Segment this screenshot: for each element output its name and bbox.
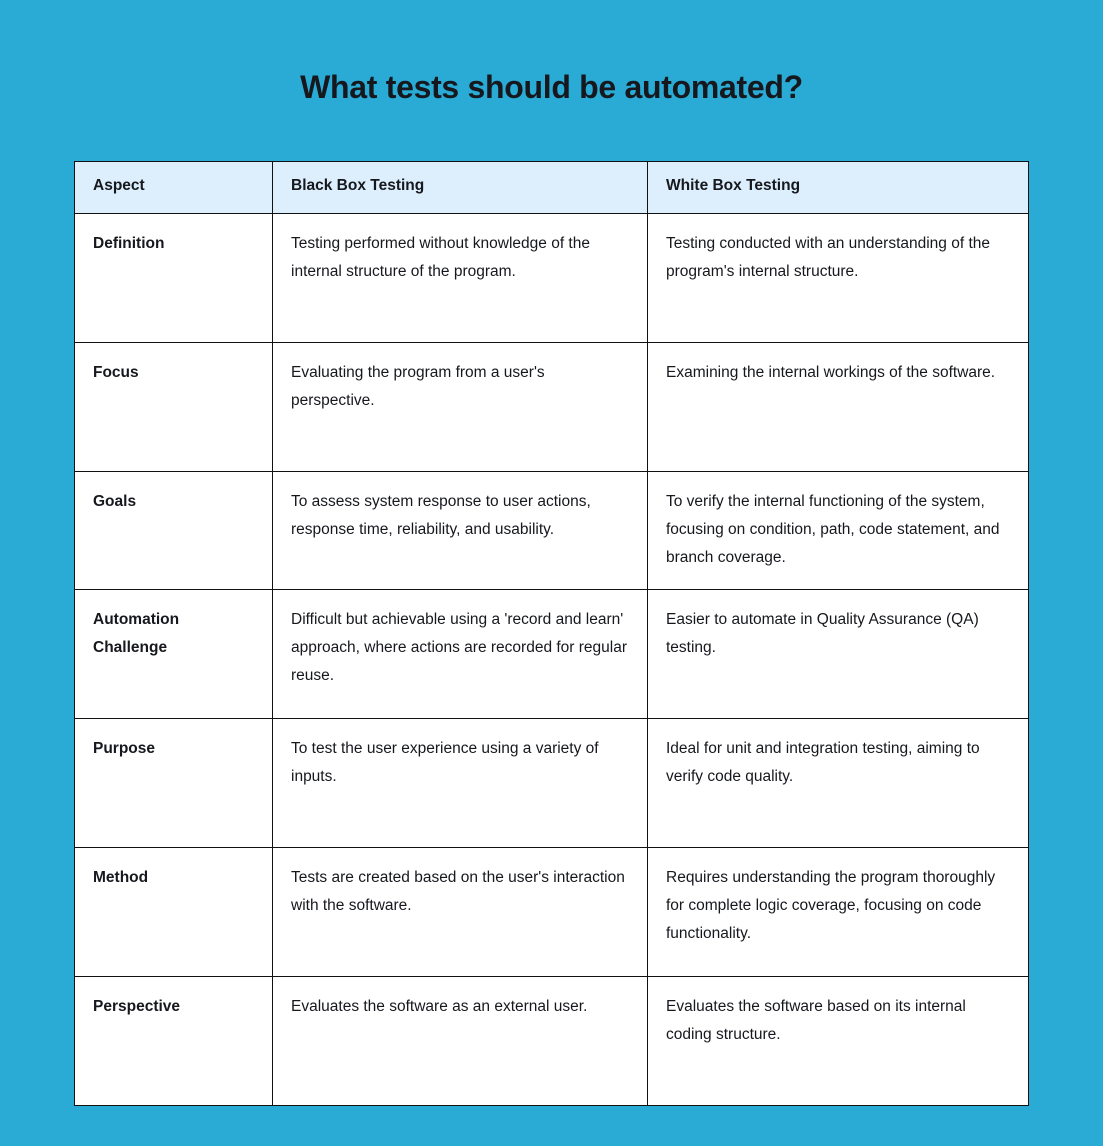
table-row bbox=[75, 847, 1029, 976]
table-body bbox=[75, 214, 1029, 1106]
table-row bbox=[75, 718, 1029, 847]
cell-black-box: Evaluates the software as an external user. bbox=[273, 976, 648, 1105]
cell-black-box: Difficult but achievable using a 'record and learn' approach, where actions are recorded for regular reuse. bbox=[273, 589, 648, 718]
cell-white-box: Ideal for unit and integration testing, aiming to verify code quality. bbox=[648, 718, 1029, 847]
table-row bbox=[75, 343, 1029, 472]
cell-aspect: Goals bbox=[75, 472, 273, 590]
cell-white-box: To verify the internal functioning of the system, focusing on condition, path, code statement, and branch coverage. bbox=[648, 472, 1029, 590]
cell-white-box: Easier to automate in Quality Assurance (QA) testing. bbox=[648, 589, 1029, 718]
cell-black-box: Evaluating the program from a user's perspective. bbox=[273, 343, 648, 472]
table-header-row bbox=[75, 162, 1029, 214]
cell-white-box: Requires understanding the program thoroughly for complete logic coverage, focusing on code functionality. bbox=[648, 847, 1029, 976]
comparison-table bbox=[74, 161, 1029, 1106]
column-header-aspect: Aspect bbox=[75, 162, 273, 214]
cell-white-box: Examining the internal workings of the software. bbox=[648, 343, 1029, 472]
table-header bbox=[75, 162, 1029, 214]
cell-black-box: To assess system response to user actions, response time, reliability, and usability. bbox=[273, 472, 648, 590]
table-row bbox=[75, 214, 1029, 343]
cell-white-box: Testing conducted with an understanding of the program's internal structure. bbox=[648, 214, 1029, 343]
cell-aspect: Automation Challenge bbox=[75, 589, 273, 718]
cell-black-box: Testing performed without knowledge of the internal structure of the program. bbox=[273, 214, 648, 343]
column-header-white-box: White Box Testing bbox=[648, 162, 1029, 214]
column-header-black-box: Black Box Testing bbox=[273, 162, 648, 214]
table-row bbox=[75, 976, 1029, 1105]
cell-aspect: Focus bbox=[75, 343, 273, 472]
comparison-table-container bbox=[74, 161, 1028, 1106]
cell-aspect: Definition bbox=[75, 214, 273, 343]
cell-white-box: Evaluates the software based on its internal coding structure. bbox=[648, 976, 1029, 1105]
table-row bbox=[75, 472, 1029, 590]
cell-aspect: Perspective bbox=[75, 976, 273, 1105]
cell-black-box: Tests are created based on the user's interaction with the software. bbox=[273, 847, 648, 976]
cell-black-box: To test the user experience using a variety of inputs. bbox=[273, 718, 648, 847]
cell-aspect: Method bbox=[75, 847, 273, 976]
table-row bbox=[75, 589, 1029, 718]
page-title: What tests should be automated? bbox=[300, 69, 803, 105]
cell-aspect: Purpose bbox=[75, 718, 273, 847]
